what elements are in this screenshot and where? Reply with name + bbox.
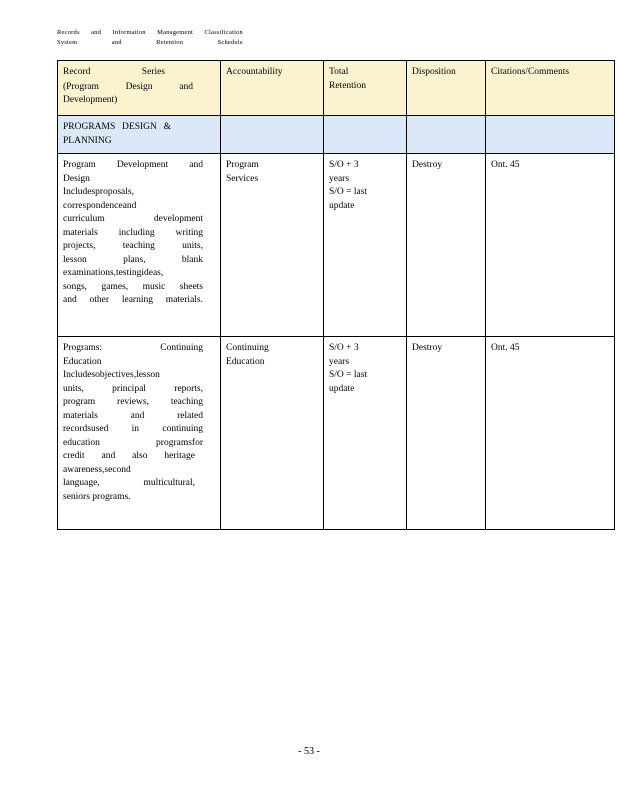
- record-body-line: education programsfor: [63, 437, 203, 448]
- cell-accountability: [221, 337, 324, 530]
- retention-line: S/O + 3: [329, 343, 359, 353]
- record-body-line: recordsused in continuing: [63, 424, 203, 434]
- header-word: Information: [112, 29, 146, 36]
- header-line-1: [57, 28, 243, 38]
- header-word: and: [91, 29, 102, 36]
- header-word: Records: [57, 29, 80, 36]
- record-body-line: examinations,testingideas,: [63, 268, 164, 278]
- column-header-disposition: [407, 61, 486, 116]
- retention-schedule-table: [57, 60, 615, 530]
- table-header: [58, 61, 615, 116]
- record-body-line: language, multicultural,: [63, 478, 195, 488]
- record-body-line: songs, games, music sheets: [63, 281, 203, 292]
- column-header-label: Citations/Comments: [491, 67, 570, 77]
- header-word: Retention: [156, 39, 184, 46]
- cell-total-retention: [324, 337, 407, 530]
- table-body: [58, 116, 615, 530]
- column-header-accountability: [221, 61, 324, 116]
- record-body-line: Includesproposals,: [63, 187, 134, 197]
- record-title-line: Program Development and: [63, 160, 203, 170]
- header-word: Classification: [204, 29, 243, 36]
- retention-line: update: [329, 200, 355, 211]
- record-title-line: Programs: Continuing: [63, 343, 203, 353]
- record-body-line: seniors programs.: [63, 491, 131, 502]
- column-header-subline2: Retention: [329, 80, 366, 91]
- retention-line: S/O + 3: [329, 160, 359, 170]
- table-row: [58, 154, 615, 337]
- record-body-line: and other learning materials.: [63, 295, 203, 305]
- section-header-total-retention: [324, 116, 407, 154]
- header-word: and: [111, 39, 122, 46]
- record-body-line: materials and related: [63, 410, 203, 421]
- header-word: Schedule: [217, 39, 243, 46]
- record-title-line: Education: [63, 356, 102, 367]
- column-header-line: Record Series: [63, 67, 165, 77]
- column-header-label: Accountability: [226, 67, 283, 77]
- table-header-row: [58, 61, 615, 116]
- disposition-value: Destroy: [412, 160, 443, 170]
- column-header-label: Disposition: [412, 67, 456, 77]
- cell-citations: [486, 154, 615, 337]
- record-body-line: projects, teaching units,: [63, 241, 203, 251]
- cell-accountability: [221, 154, 324, 337]
- retention-line: years: [329, 356, 350, 367]
- section-header-title: [58, 116, 221, 154]
- header-line-2: [57, 38, 243, 48]
- header-word: Management: [157, 29, 194, 36]
- table-row: [58, 337, 615, 530]
- citations-value: Ont. 45: [491, 160, 520, 170]
- cell-disposition: [407, 337, 486, 530]
- section-header-citations: [486, 116, 615, 154]
- record-body-line: Includesobjectives,lesson: [63, 370, 160, 380]
- section-header-accountability: [221, 116, 324, 154]
- retention-line: update: [329, 383, 355, 394]
- cell-disposition: [407, 154, 486, 337]
- record-body-line: materials including writing: [63, 227, 203, 238]
- accountability-line: Program: [226, 160, 259, 170]
- page-number: - 53 -: [298, 746, 320, 757]
- cell-record-series: [58, 337, 221, 530]
- header-word: System: [57, 39, 78, 46]
- record-body-line: correspondenceand: [63, 200, 137, 211]
- accountability-line: Services: [226, 173, 259, 184]
- record-body-line: awareness,second: [63, 464, 131, 475]
- record-body-line: units, principal reports,: [63, 383, 203, 394]
- column-header-subline2: Development): [63, 95, 118, 105]
- record-body-line: program reviews, teaching: [63, 397, 203, 407]
- column-header-subline: (Program Design and: [63, 81, 193, 92]
- document-header: [57, 28, 257, 48]
- record-body-line: curriculum development: [63, 214, 203, 224]
- record-body-line: lesson plans, blank: [63, 254, 203, 265]
- column-header-label: Total: [329, 67, 349, 77]
- column-header-total-retention: [324, 61, 407, 116]
- accountability-line: Education: [226, 356, 265, 367]
- column-header-record-series: [58, 61, 221, 116]
- column-header-citations-comments: [486, 61, 615, 116]
- cell-total-retention: [324, 154, 407, 337]
- retention-line: years: [329, 173, 350, 184]
- cell-record-series: [58, 154, 221, 337]
- section-header-row: [58, 116, 615, 154]
- disposition-value: Destroy: [412, 343, 443, 353]
- record-body-line: credit and also heritage: [63, 451, 195, 461]
- retention-line: S/O = last: [329, 370, 368, 380]
- accountability-line: Continuing: [226, 343, 269, 353]
- section-header-disposition: [407, 116, 486, 154]
- section-header-line2: PLANNING: [63, 135, 112, 146]
- retention-line: S/O = last: [329, 187, 368, 197]
- record-title-line: Design: [63, 173, 90, 184]
- section-header-line1: PROGRAMS DESIGN &: [63, 122, 172, 132]
- cell-citations: [486, 337, 615, 530]
- citations-value: Ont. 45: [491, 343, 520, 353]
